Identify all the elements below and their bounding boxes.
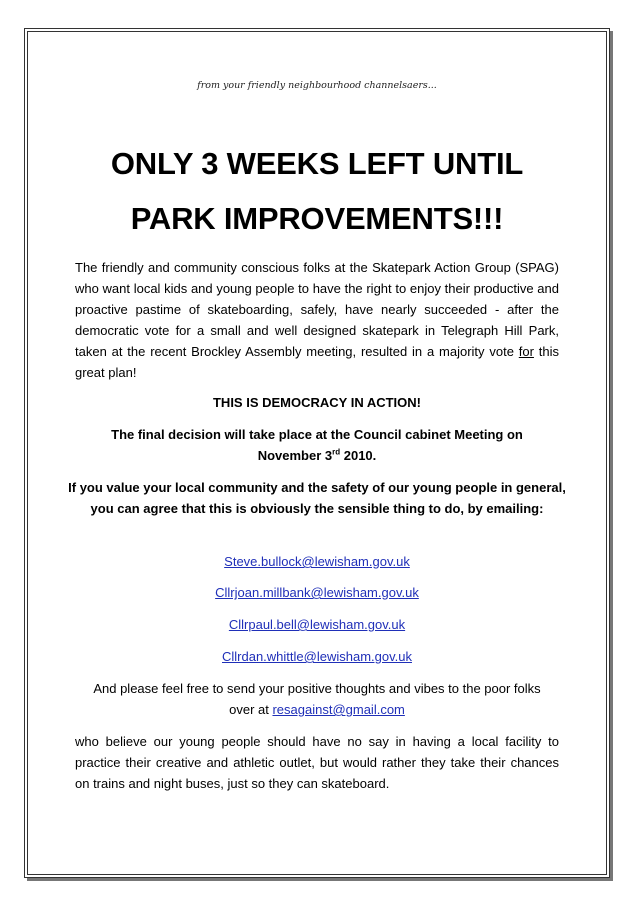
headline [48, 136, 586, 246]
page-frame [24, 28, 610, 878]
intro-text-end: this great plan! [75, 344, 560, 380]
thoughts-text [68, 678, 566, 720]
decision-date: November 3 [257, 448, 333, 463]
tagline: from your friendly neighbourhood channelsaers... [197, 80, 437, 91]
decision-line-1: The final decision will take place at the Council cabinet Meeting on [111, 427, 523, 442]
email-link-joan-millbank[interactable]: Cllrjoan.millbank@lewisham.gov.uk [215, 585, 419, 600]
decision-text [68, 424, 566, 466]
headline-line-1: ONLY 3 WEEKS LEFT UNTIL [110, 146, 524, 181]
democracy-line: THIS IS DEMOCRACY IN ACTION! [212, 395, 421, 410]
email-link-resagainst[interactable]: resagainst@gmail.com [272, 702, 405, 717]
email-link-dan-whittle[interactable]: Cllrdan.whittle@lewisham.gov.uk [222, 649, 412, 664]
intro-paragraph [75, 257, 559, 383]
thoughts-line-1: And please feel free to send your positive thoughts and vibes to the poor folks [93, 681, 541, 696]
headline-line-2: PARK IMPROVEMENTS!!! [130, 201, 504, 236]
outro-paragraph: who believe our young people should have no say in having a local facility to practice their creative and athletic outlet, but would rather they take their chances on trains and night buses, just so they can skateboard. [75, 734, 559, 791]
thoughts-over-at: over at [229, 702, 273, 717]
intro-text: The friendly and community conscious folks at the Skatepark Action Group (SPAG) who want local kids and young people to have the right to enjoy their productive and proactive pastime of skateboarding, safely, have nearly succeeded - after the democratic vote for a small and well designed skatepark in Telegraph Hill Park, taken at the recent Brockley Assembly meeting, resulted in a majority vote [75, 260, 559, 359]
appeal-text: If you value your local community and the safety of our young people in general, you can agree that this is obviously the sensible thing to do, by emailing: [68, 480, 566, 516]
decision-year: 2010. [340, 448, 377, 463]
email-link-steve-bullock[interactable]: Steve.bullock@lewisham.gov.uk [224, 554, 410, 569]
for-emphasis: for [518, 344, 534, 359]
date-ordinal: rd [332, 447, 341, 457]
email-link-paul-bell[interactable]: Cllrpaul.bell@lewisham.gov.uk [228, 617, 406, 632]
